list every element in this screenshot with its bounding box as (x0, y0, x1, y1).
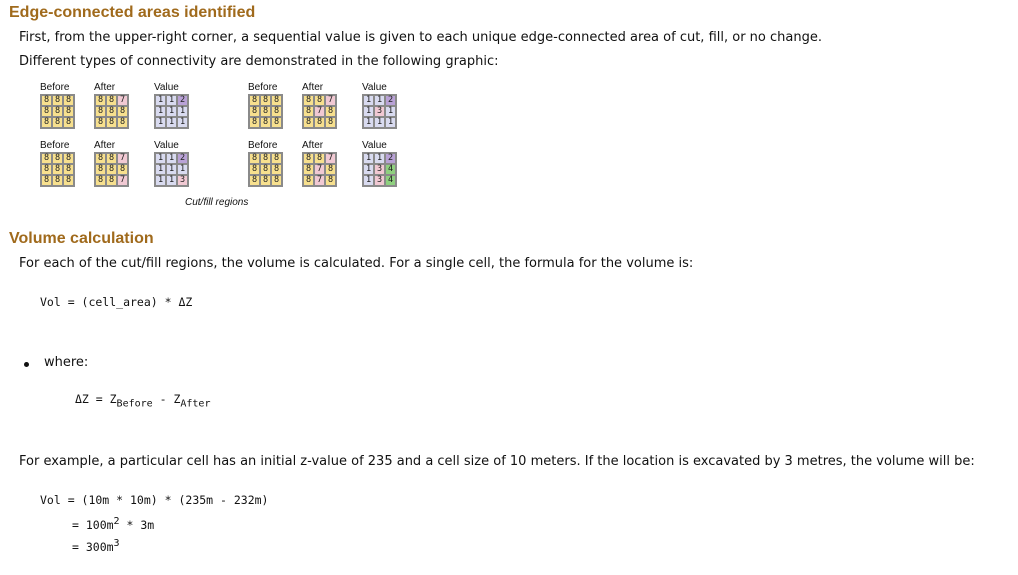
grid-cell: 1 (363, 106, 374, 117)
grid-cell: 1 (374, 153, 385, 164)
grid-label-value: Value (362, 140, 387, 151)
where-label: where: (44, 355, 89, 370)
grid-cell: 8 (249, 175, 260, 186)
grid-before-2 (248, 94, 283, 129)
grid-cell: 2 (385, 95, 396, 106)
grid-cell: 8 (260, 153, 271, 164)
grid-cell: 1 (374, 117, 385, 128)
grid-cell: 8 (271, 95, 282, 106)
grid-cell: 8 (52, 153, 63, 164)
grid-cell: 8 (95, 175, 106, 186)
grid-cell: 8 (63, 117, 74, 128)
grid-cell: 1 (155, 95, 166, 106)
grid-cell: 3 (374, 106, 385, 117)
bullet-dot (24, 362, 29, 367)
grid-value-4 (362, 152, 397, 187)
grid-cell: 8 (41, 106, 52, 117)
grid-cell: 8 (303, 164, 314, 175)
grid-cell: 1 (155, 117, 166, 128)
grid-cell: 8 (95, 164, 106, 175)
grid-cell: 1 (166, 164, 177, 175)
grid-label-before: Before (248, 82, 278, 93)
volume-formula: Vol = (cell_area) * ΔZ (40, 295, 193, 309)
section-heading-volume: Volume calculation (9, 230, 154, 247)
dz-mid: - Z (152, 392, 181, 406)
ex2-b: * 3m (119, 517, 155, 532)
grid-cell: 7 (325, 95, 336, 106)
ex3-a: = 300m (72, 539, 114, 554)
grid-cell: 8 (325, 117, 336, 128)
example-line-3 (72, 538, 120, 554)
grid-cell: 8 (249, 117, 260, 128)
grid-cell: 8 (249, 164, 260, 175)
grid-cell: 8 (63, 95, 74, 106)
grid-cell: 1 (374, 95, 385, 106)
grid-cell: 7 (314, 164, 325, 175)
grid-cell: 8 (95, 106, 106, 117)
grid-cell: 3 (374, 175, 385, 186)
grid-cell: 3 (374, 164, 385, 175)
grid-cell: 8 (303, 153, 314, 164)
grid-label-value: Value (154, 82, 179, 93)
grid-after-3 (94, 152, 129, 187)
grid-value-2 (362, 94, 397, 129)
grid-cell: 8 (106, 164, 117, 175)
connectivity-paragraph: Different types of connectivity are demonstrated in the following graphic: (19, 54, 499, 69)
grid-cell: 8 (95, 117, 106, 128)
grid-cell: 8 (52, 117, 63, 128)
grid-cell: 8 (260, 106, 271, 117)
grid-cell: 8 (260, 164, 271, 175)
grid-cell: 2 (177, 153, 188, 164)
section-heading-edge-connected: Edge-connected areas identified (9, 4, 256, 21)
grid-cell: 1 (363, 153, 374, 164)
grid-after-2 (302, 94, 337, 129)
grid-cell: 8 (63, 175, 74, 186)
grid-cell: 1 (177, 117, 188, 128)
grid-cell: 8 (260, 95, 271, 106)
grid-cell: 1 (155, 164, 166, 175)
grid-cell: 8 (106, 95, 117, 106)
grid-before-4 (248, 152, 283, 187)
grid-cell: 8 (303, 175, 314, 186)
volume-intro-paragraph: For each of the cut/fill regions, the volume is calculated. For a single cell, the formula for the volume is: (19, 256, 694, 271)
grid-cell: 8 (106, 153, 117, 164)
example-paragraph: For example, a particular cell has an initial z-value of 235 and a cell size of 10 meters. If the location is excavated by 3 metres, the volume will be: (19, 454, 975, 469)
grid-cell: 1 (155, 153, 166, 164)
delta-z-formula (75, 392, 210, 409)
grid-cell: 1 (385, 106, 396, 117)
grid-cell: 8 (41, 175, 52, 186)
grid-cell: 4 (385, 164, 396, 175)
grid-cell: 8 (95, 153, 106, 164)
grid-label-before: Before (40, 140, 70, 151)
grid-cell: 8 (303, 106, 314, 117)
grid-label-value: Value (362, 82, 387, 93)
grid-cell: 8 (95, 95, 106, 106)
grid-cell: 8 (117, 164, 128, 175)
grid-cell: 1 (166, 153, 177, 164)
grid-cell: 8 (260, 117, 271, 128)
grid-cell: 8 (41, 153, 52, 164)
grid-cell: 8 (52, 95, 63, 106)
grid-cell: 1 (155, 175, 166, 186)
grid-cell: 8 (271, 164, 282, 175)
grid-cell: 2 (385, 153, 396, 164)
grid-cell: 1 (166, 117, 177, 128)
ex2-sup: 2 (113, 516, 120, 527)
grid-value-1 (154, 94, 189, 129)
grid-cell: 8 (63, 106, 74, 117)
figure-caption: Cut/fill regions (185, 197, 249, 208)
grid-cell: 8 (117, 106, 128, 117)
grid-cell: 8 (117, 117, 128, 128)
grid-cell: 1 (363, 175, 374, 186)
grid-cell: 8 (271, 106, 282, 117)
grid-cell: 8 (249, 153, 260, 164)
grid-cell: 8 (63, 153, 74, 164)
dz-sub-before: Before (116, 398, 153, 410)
grid-cell: 8 (325, 164, 336, 175)
grid-cell: 8 (52, 164, 63, 175)
grid-cell: 8 (325, 106, 336, 117)
ex3-sup: 3 (113, 538, 120, 549)
grid-cell: 8 (106, 106, 117, 117)
grid-cell: 8 (106, 117, 117, 128)
grid-cell: 8 (260, 175, 271, 186)
grid-cell: 8 (314, 95, 325, 106)
grid-cell: 8 (41, 164, 52, 175)
grid-cell: 8 (52, 106, 63, 117)
grid-cell: 8 (325, 175, 336, 186)
ex2-a: = 100m (72, 517, 114, 532)
grid-cell: 8 (271, 153, 282, 164)
grid-cell: 8 (314, 117, 325, 128)
dz-prefix: ΔZ = Z (75, 392, 117, 406)
grid-after-4 (302, 152, 337, 187)
grid-cell: 8 (63, 164, 74, 175)
grid-cell: 8 (271, 175, 282, 186)
grid-cell: 2 (177, 95, 188, 106)
grid-label-after: After (302, 82, 324, 93)
grid-label-before: Before (40, 82, 70, 93)
grid-cell: 8 (249, 106, 260, 117)
intro-paragraph: First, from the upper-right corner, a sequential value is given to each unique edge-connected area of cut, fill, or no change. (19, 30, 822, 45)
grid-cell: 8 (52, 175, 63, 186)
grid-cell: 7 (314, 175, 325, 186)
cut-fill-regions-figure (40, 82, 420, 212)
grid-label-value: Value (154, 140, 179, 151)
grid-after-1 (94, 94, 129, 129)
grid-before-3 (40, 152, 75, 187)
grid-cell: 7 (325, 153, 336, 164)
grid-cell: 3 (177, 175, 188, 186)
grid-cell: 7 (314, 106, 325, 117)
grid-label-after: After (94, 82, 116, 93)
grid-cell: 1 (166, 106, 177, 117)
grid-cell: 1 (385, 117, 396, 128)
grid-cell: 1 (166, 95, 177, 106)
grid-cell: 8 (249, 95, 260, 106)
grid-before-1 (40, 94, 75, 129)
example-line-2 (72, 516, 154, 532)
grid-cell: 1 (166, 175, 177, 186)
grid-cell: 8 (314, 153, 325, 164)
grid-cell: 7 (117, 95, 128, 106)
grid-cell: 1 (155, 106, 166, 117)
grid-cell: 8 (41, 117, 52, 128)
grid-cell: 1 (177, 164, 188, 175)
grid-label-after: After (94, 140, 116, 151)
grid-cell: 1 (363, 164, 374, 175)
grid-cell: 8 (271, 117, 282, 128)
grid-cell: 8 (106, 175, 117, 186)
dz-sub-after: After (180, 398, 211, 410)
example-line-1: Vol = (10m * 10m) * (235m - 232m) (40, 493, 269, 507)
grid-cell: 1 (363, 117, 374, 128)
grid-cell: 8 (303, 117, 314, 128)
grid-cell: 1 (363, 95, 374, 106)
grid-label-before: Before (248, 140, 278, 151)
grid-cell: 1 (177, 106, 188, 117)
grid-cell: 8 (303, 95, 314, 106)
grid-cell: 8 (41, 95, 52, 106)
grid-label-after: After (302, 140, 324, 151)
grid-cell: 7 (117, 175, 128, 186)
grid-value-3 (154, 152, 189, 187)
grid-cell: 4 (385, 175, 396, 186)
grid-cell: 7 (117, 153, 128, 164)
